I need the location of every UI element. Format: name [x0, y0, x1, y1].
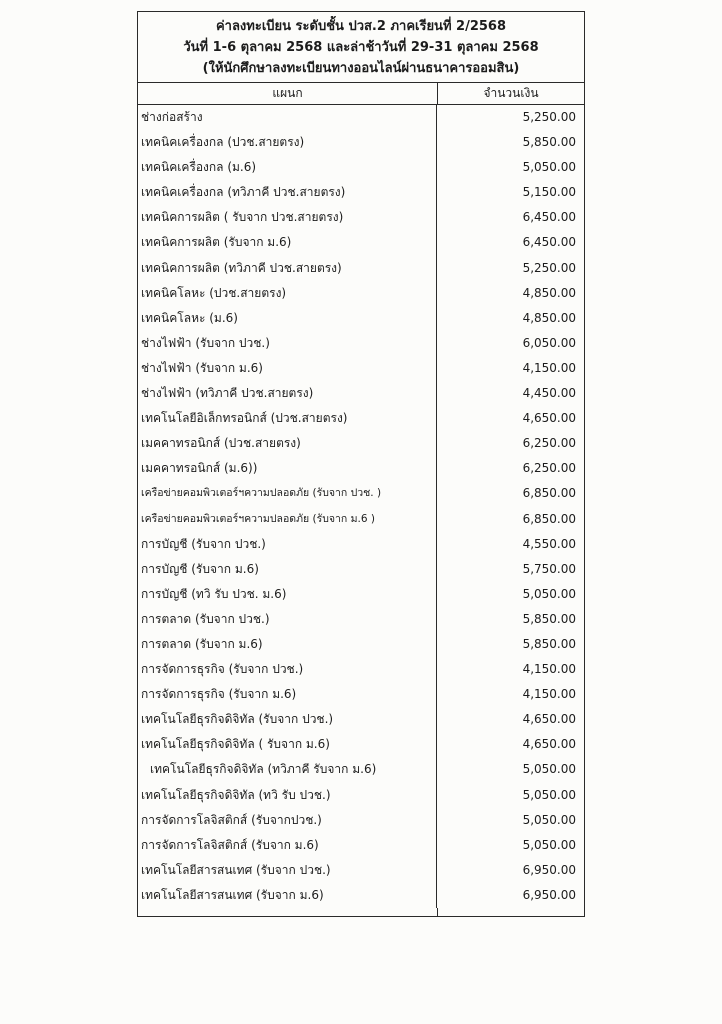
department-cell: การบัญชี (รับจาก ม.6): [138, 557, 437, 582]
table-tail: [138, 908, 584, 916]
amount-cell: 5,050.00: [522, 586, 576, 601]
department-cell: เทคนิคการผลิต (รับจาก ม.6): [138, 230, 437, 255]
amount-cell: 5,250.00: [522, 110, 576, 124]
column-header-amount: จำนวนเงิน: [483, 86, 539, 100]
table-row: [138, 356, 584, 381]
amount-cell: 5,850.00: [522, 135, 576, 150]
table-row: [138, 707, 584, 732]
table-row: [138, 180, 584, 205]
department-cell: การบัญชี (ทวิ รับ ปวช. ม.6): [138, 582, 437, 607]
table-row: [138, 205, 584, 230]
department-cell: การตลาด (รับจาก ปวช.): [138, 607, 437, 632]
table-row: [138, 406, 584, 431]
table-row: [138, 532, 584, 557]
title-line-2: วันที่ 1-6 ตุลาคม 2568 และล่าช้าวันที่ 29-31 ตุลาคม 2568: [183, 40, 539, 55]
department-cell: เมคคาทรอนิกส์ (ปวช.สายตรง): [138, 431, 437, 456]
table-row: [138, 582, 584, 607]
table-row: [138, 507, 584, 532]
amount-cell: 4,850.00: [522, 285, 576, 300]
department-cell: การจัดการธุรกิจ (รับจาก ปวช.): [138, 657, 437, 682]
column-header-row: [138, 83, 584, 105]
table-row: [138, 757, 584, 782]
department-cell: การจัดการโลจิสติกส์ (รับจากปวช.): [138, 808, 437, 833]
department-cell: การตลาด (รับจาก ม.6): [138, 632, 437, 657]
table-row: [138, 331, 584, 356]
department-cell: เทคนิคการผลิต ( รับจาก ปวช.สายตรง): [138, 205, 437, 230]
department-cell: เครือข่ายคอมพิวเตอร์ฯความปลอดภัย (รับจาก ปวช. ): [138, 481, 437, 506]
amount-cell: 4,850.00: [522, 310, 576, 325]
table-row: [138, 858, 584, 883]
table-title-block: [138, 12, 584, 83]
amount-cell: 6,950.00: [522, 862, 576, 877]
department-cell: เทคโนโลยีธุรกิจดิจิทัล (ทวิภาคี รับจาก ม.6): [138, 757, 437, 782]
amount-cell: 6,850.00: [522, 511, 576, 526]
amount-cell: 5,150.00: [522, 185, 576, 200]
department-cell: เทคนิคเครื่องกล (ม.6): [138, 155, 437, 180]
table-body: [138, 105, 584, 908]
amount-cell: 4,150.00: [522, 687, 576, 702]
table-row: [138, 557, 584, 582]
table-row: [138, 456, 584, 481]
amount-cell: 6,450.00: [522, 210, 576, 225]
table-row: [138, 607, 584, 632]
table-row: [138, 783, 584, 808]
department-cell: เทคนิคการผลิต (ทวิภาคี ปวช.สายตรง): [138, 256, 437, 281]
department-cell: การจัดการธุรกิจ (รับจาก ม.6): [138, 682, 437, 707]
amount-cell: 4,450.00: [522, 386, 576, 401]
table-row: [138, 105, 584, 130]
amount-cell: 5,050.00: [522, 837, 576, 852]
department-cell: เทคโนโลยีอิเล็กทรอนิกส์ (ปวช.สายตรง): [138, 406, 437, 431]
table-row: [138, 833, 584, 858]
department-cell: เครือข่ายคอมพิวเตอร์ฯความปลอดภัย (รับจาก ม.6 ): [138, 507, 437, 532]
table-row: [138, 431, 584, 456]
amount-cell: 5,050.00: [522, 762, 576, 777]
table-row: [138, 130, 584, 155]
amount-cell: 4,650.00: [522, 712, 576, 727]
department-cell: ช่างไฟฟ้า (รับจาก ม.6): [138, 356, 437, 381]
table-row: [138, 481, 584, 506]
amount-cell: 5,850.00: [522, 636, 576, 651]
amount-cell: 4,650.00: [522, 737, 576, 752]
fee-table: [137, 11, 585, 917]
table-row: [138, 256, 584, 281]
department-cell: ช่างไฟฟ้า (ทวิภาคี ปวช.สายตรง): [138, 381, 437, 406]
amount-cell: 5,750.00: [522, 561, 576, 576]
amount-cell: 4,550.00: [522, 536, 576, 551]
column-header-department: แผนก: [138, 83, 438, 104]
amount-cell: 6,450.00: [522, 235, 576, 250]
amount-cell: 5,050.00: [522, 160, 576, 175]
department-cell: การบัญชี (รับจาก ปวช.): [138, 532, 437, 557]
amount-cell: 5,850.00: [522, 611, 576, 626]
table-row: [138, 632, 584, 657]
table-row: [138, 230, 584, 255]
title-line-1: ค่าลงทะเบียน ระดับชั้น ปวส.2 ภาคเรียนที่ 2/2568: [215, 19, 507, 34]
amount-cell: 4,150.00: [522, 360, 576, 375]
department-cell: เทคโนโลยีธุรกิจดิจิทัล (รับจาก ปวช.): [138, 707, 437, 732]
amount-cell: 6,250.00: [522, 436, 576, 451]
department-cell: ช่างไฟฟ้า (รับจาก ปวช.): [138, 331, 437, 356]
department-cell: ช่างก่อสร้าง: [138, 105, 437, 130]
amount-cell: 4,150.00: [522, 662, 576, 677]
table-row: [138, 306, 584, 331]
department-cell: เทคนิคเครื่องกล (ปวช.สายตรง): [138, 130, 437, 155]
department-cell: การจัดการโลจิสติกส์ (รับจาก ม.6): [138, 833, 437, 858]
table-row: [138, 281, 584, 306]
department-cell: เทคนิคโลหะ (ม.6): [138, 306, 437, 331]
table-row: [138, 732, 584, 757]
department-cell: เทคโนโลยีสารสนเทศ (รับจาก ม.6): [138, 883, 437, 908]
department-cell: เมคคาทรอนิกส์ (ม.6)): [138, 456, 437, 481]
amount-cell: 6,850.00: [522, 486, 576, 501]
table-row: [138, 808, 584, 833]
department-cell: เทคโนโลยีธุรกิจดิจิทัล (ทวิ รับ ปวช.): [138, 783, 437, 808]
amount-cell: 5,250.00: [522, 260, 576, 275]
amount-cell: 4,650.00: [522, 411, 576, 426]
amount-cell: 6,950.00: [522, 887, 576, 902]
department-cell: เทคนิคโลหะ (ปวช.สายตรง): [138, 281, 437, 306]
amount-cell: 6,050.00: [522, 335, 576, 350]
title-line-3: (ให้นักศึกษาลงทะเบียนทางออนไลน์ผ่านธนาคารออมสิน): [202, 61, 520, 76]
amount-cell: 5,050.00: [522, 787, 576, 802]
department-cell: เทคโนโลยีสารสนเทศ (รับจาก ปวช.): [138, 858, 437, 883]
department-cell: เทคนิคเครื่องกล (ทวิภาคี ปวช.สายตรง): [138, 180, 437, 205]
amount-cell: 5,050.00: [522, 812, 576, 827]
table-row: [138, 155, 584, 180]
department-cell: เทคโนโลยีธุรกิจดิจิทัล ( รับจาก ม.6): [138, 732, 437, 757]
table-row: [138, 657, 584, 682]
table-row: [138, 883, 584, 908]
table-row: [138, 381, 584, 406]
table-row: [138, 682, 584, 707]
amount-cell: 6,250.00: [522, 461, 576, 476]
